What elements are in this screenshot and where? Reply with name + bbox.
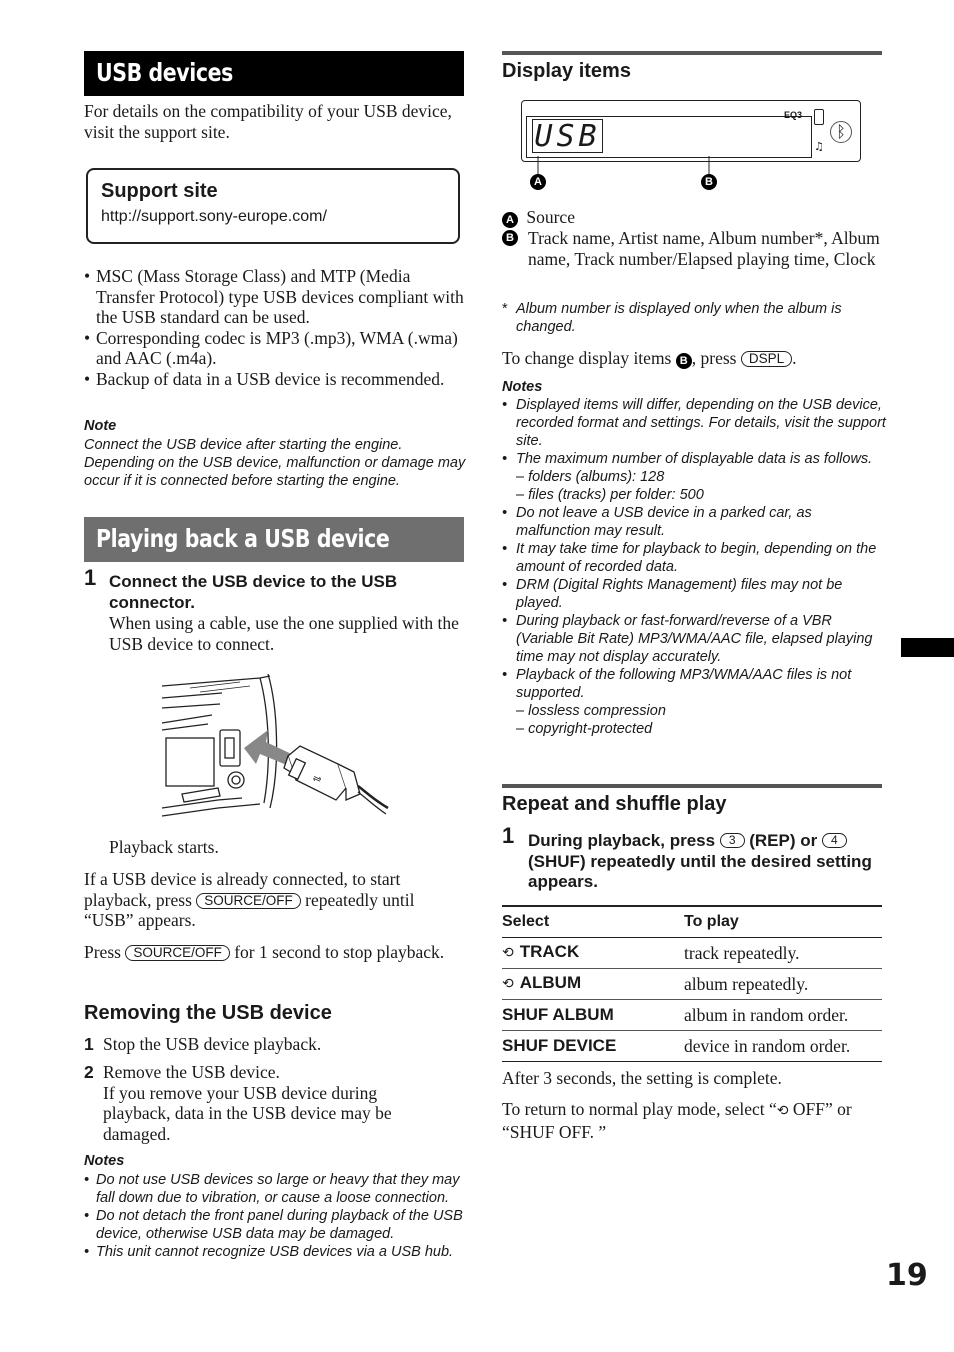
display-items-heading: Display items [502,60,631,82]
usb-intro: For details on the compatibility of your USB device, visit the support site. [84,101,452,142]
table-header-row [502,906,882,938]
note-sub: – lossless compression [516,703,666,719]
notes-heading: Notes [502,379,543,395]
step-number: 1 [502,823,515,848]
display-panel [521,100,861,162]
repeat-icon: ⟲ [502,945,514,962]
return-para [502,1099,882,1142]
already-connected-para [84,869,468,931]
list-item: • Backup of data in a USB device is recommended. [84,369,464,390]
list-item [502,576,886,612]
para-text: OFF” or “SHUF OFF. ” [502,1099,852,1142]
step-text: Stop the USB device playback. [103,1034,322,1054]
playback-starts: Playback starts. [109,837,219,857]
shuf-button[interactable]: 4 [822,833,847,848]
para-text: To return to normal play mode, select “ [502,1099,777,1119]
list-item: • Do not detach the front panel during playback of the USB device, otherwise USB data may be damaged. [84,1207,468,1243]
list-item [502,666,886,738]
select-label: TRACK [519,942,580,962]
list-item: • Do not use USB devices so large or heavy that they may fall down due to vibration, or cause a loose connection. [84,1171,468,1207]
list-item: • MSC (Mass Storage Class) and MTP (Media Transfer Protocol) type USB devices compliant with the USB standard can be used. [84,266,464,328]
support-site-url[interactable]: http://support.sony-europe.com/ [101,208,327,225]
notes-heading: Notes [84,1153,125,1169]
usb-devices-heading: USB devices [84,51,464,96]
list-item: • Corresponding codec is MP3 (.mp3), WMA (.wma) and AAC (.m4a). [84,328,464,369]
select-cell [502,969,684,1000]
step-subtext: If you remove your USB device during playback, data in the USB device may be damaged. [103,1082,392,1144]
repeat-icon: ⟲ [502,976,514,993]
playing-back-heading: Playing back a USB device [84,517,464,562]
remove-step-2 [84,1062,464,1144]
label-b-marker: B [502,230,518,246]
step-text: When using a cable, use the one supplied with the USB device to connect. [109,613,459,654]
support-site-title: Support site [101,180,218,202]
play-cell: track repeatedly. [684,938,882,969]
section-rule [502,784,882,788]
note-sub: – folders (albums): 128 [516,469,665,485]
para-text: Press [84,942,121,962]
footnote-text: Album number is displayed only when the album is changed. [516,301,842,335]
item-text: Track name, Artist name, Album number*, Album name, Track number/Elapsed playing time, Clock [528,228,880,269]
list-item [502,540,886,576]
eq-indicator: EQ3 [784,110,803,120]
para-text: If a USB device is already connected, to start playback, press [84,869,401,910]
list-item [502,612,886,666]
table-row [502,1000,882,1031]
list-item [502,450,886,504]
section-rule [502,51,882,55]
step-number: 1 [84,565,97,590]
play-cell: device in random order. [684,1031,882,1062]
play-cell: album in random order. [684,1000,882,1031]
music-icon: ♫ [814,140,824,153]
play-cell: album repeatedly. [684,969,882,1000]
removing-heading: Removing the USB device [84,1002,332,1024]
list-item [502,504,886,540]
note-heading: Note [84,418,117,434]
label-b-marker: B [701,174,717,190]
display-text: USB [532,119,603,153]
step-title [528,831,882,893]
para-text: To change display items [502,348,672,368]
phone-icon [814,109,824,125]
label-a-marker: A [502,212,518,228]
source-off-button[interactable]: SOURCE/OFF [196,893,301,909]
note-sub: – files (tracks) per folder: 500 [516,487,704,503]
note-text: Do not leave a USB device in a parked car, as malfunction may result. [516,505,812,539]
source-off-button[interactable]: SOURCE/OFF [125,945,230,961]
bluetooth-icon: ᛒ [830,121,852,143]
repeat-shuffle-table [502,905,882,1062]
note-text: During playback or fast-forward/reverse of a VBR (Variable Bit Rate) MP3/WMA/AAC file, elapsed playing time may not display accurately. [516,613,873,665]
para-text: . [792,348,797,368]
select-cell: SHUF ALBUM [502,1000,684,1031]
note-sub: – copyright-protected [516,721,653,737]
note-text: Displayed items will differ, depending on the USB device, recorded format and settings. For details, visit the support site. [516,397,886,449]
change-display-para [502,348,882,369]
usb-notes-list [84,1171,468,1261]
support-site-box [86,168,460,244]
repeat-icon: ⟲ [776,1103,789,1119]
display-leaders [530,156,720,176]
label-b-marker: B [676,353,692,369]
stop-playback-para [84,942,468,963]
step-text: Remove the USB device. [103,1062,280,1082]
note-text: Playback of the following MP3/WMA/AAC files is not supported. [516,667,852,701]
svg-text:⇌: ⇌ [310,772,323,787]
after-text: After 3 seconds, the setting is complete. [502,1068,782,1088]
page-number: 19 [886,1258,928,1293]
label-a-marker: A [530,174,546,190]
list-item: • This unit cannot recognize USB devices via a USB hub. [84,1243,468,1261]
column-header: Select [502,906,684,938]
table-row [502,938,882,969]
repeat-shuffle-heading: Repeat and shuffle play [502,793,727,815]
list-item [502,396,886,450]
usb-connection-illustration [160,668,390,820]
note-text: DRM (Digital Rights Management) files may not be played. [516,577,843,611]
usb-compat-list [84,266,464,389]
select-cell [502,938,684,969]
item-text: Source [526,207,575,227]
display-item-b [502,228,882,269]
step-text: (REP) or [749,831,818,850]
footnote [502,300,882,336]
note-text: It may take time for playback to begin, depending on the amount of recorded data. [516,541,877,575]
display-notes-list [502,396,886,738]
remove-step-1 [84,1034,464,1055]
note-text: The maximum number of displayable data is as follows. [516,451,873,467]
rep-button[interactable]: 3 [720,833,745,848]
table-row [502,1031,882,1062]
step-title: Connect the USB device to the USB connector. [109,572,398,612]
step-text: (SHUF) repeatedly until the desired setting appears. [528,851,872,891]
select-cell: SHUF DEVICE [502,1031,684,1062]
footnote-mark: * [502,301,508,317]
display-item-a [502,207,882,228]
select-label: ALBUM [519,973,582,993]
step-number: 2 [84,1062,94,1082]
table-row [502,969,882,1000]
dspl-button[interactable]: DSPL [741,351,792,367]
para-text: , press [691,348,737,368]
para-text: repeatedly until “USB” appears. [84,889,415,930]
column-header: To play [684,906,882,938]
section-tab-marker [901,638,954,657]
step-number: 1 [84,1034,94,1054]
step-text: During playback, press [528,831,716,850]
para-text: for 1 second to stop playback. [234,942,445,962]
note-text: Connect the USB device after starting the engine. Depending on the USB device, malfunction or damage may occur if it is connected before starting the engine. [84,437,466,489]
